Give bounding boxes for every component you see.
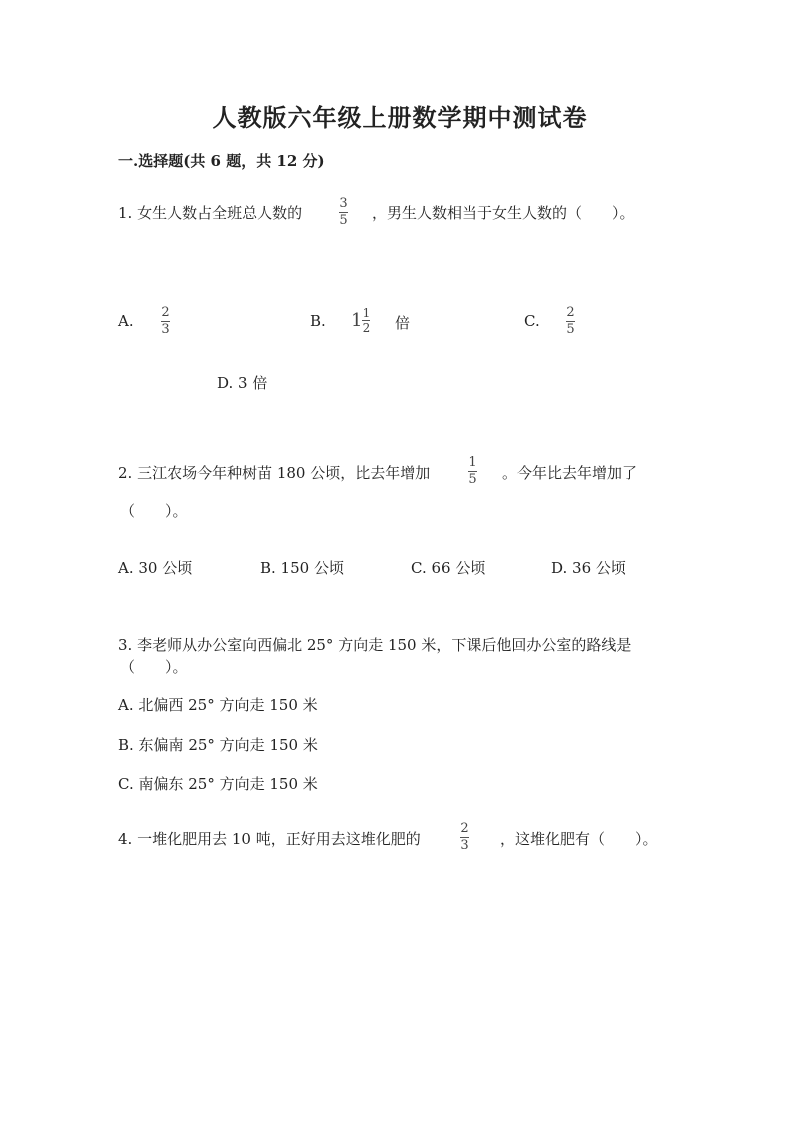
q2-option-c: C. 66 公顷 — [411, 559, 486, 577]
q4-frac-num: 2 — [460, 821, 469, 836]
q1-option-c-den: 5 — [566, 322, 575, 337]
q3-option-a: A. 北偏西 25° 方向走 150 米 — [118, 696, 318, 714]
q2-text-before: 2. 三江农场今年种树苗 180 公顷，比去年增加 — [118, 464, 431, 482]
q2-fraction — [468, 456, 477, 487]
q1-option-b-label: B. — [310, 312, 326, 330]
q1-fraction — [339, 197, 348, 228]
q1-option-b-den: 2 — [362, 321, 371, 335]
q4-fraction — [460, 822, 469, 853]
q2-option-b: B. 150 公顷 — [260, 559, 344, 577]
q2-frac-den: 5 — [468, 472, 477, 487]
q1-option-a-fraction — [161, 306, 170, 337]
q1-option-b-num: 1 — [362, 306, 371, 320]
q1-option-b-mixed-number — [351, 307, 370, 334]
q2-answer-blank: （ ）。 — [120, 502, 188, 520]
q1-option-a-den: 3 — [161, 322, 170, 337]
q4-frac-den: 3 — [460, 838, 469, 853]
q1-option-c-label: C. — [524, 312, 540, 330]
q4-text-before: 4. 一堆化肥用去 10 吨，正好用去这堆化肥的 — [118, 830, 421, 848]
q1-option-c-fraction — [566, 306, 575, 337]
q3-answer-blank: （ ）。 — [120, 658, 188, 676]
q1-option-b-whole: 1 — [351, 310, 363, 331]
page-title: 人教版六年级上册数学期中测试卷 — [212, 103, 588, 132]
q2-option-d: D. 36 公顷 — [551, 559, 626, 577]
q3-option-b: B. 东偏南 25° 方向走 150 米 — [118, 736, 318, 754]
q4-text-after: ，这堆化肥有（ ）。 — [500, 830, 658, 848]
q1-option-a-num: 2 — [161, 305, 170, 320]
q3-text: 3. 李老师从办公室向西偏北 25° 方向走 150 米，下课后他回办公室的路线是 — [118, 636, 632, 654]
q2-text-after: 。今年比去年增加了 — [502, 464, 638, 482]
q1-option-b-fraction — [362, 307, 370, 334]
q1-option-c-num: 2 — [566, 305, 575, 320]
q3-option-c: C. 南偏东 25° 方向走 150 米 — [118, 775, 318, 793]
q1-option-d: D. 3 倍 — [217, 374, 268, 392]
q1-frac-num: 3 — [339, 196, 348, 211]
section-heading: 一.选择题(共 6 题，共 12 分) — [118, 152, 325, 170]
q1-text-before: 1. 女生人数占全班总人数的 — [118, 204, 303, 222]
q2-frac-num: 1 — [468, 455, 477, 470]
q1-frac-den: 5 — [339, 213, 348, 228]
q2-option-a: A. 30 公顷 — [118, 559, 193, 577]
q1-option-b-suffix: 倍 — [395, 314, 411, 332]
q1-text-after: ，男生人数相当于女生人数的（ ）。 — [372, 204, 635, 222]
q1-option-a-label: A. — [118, 312, 134, 330]
